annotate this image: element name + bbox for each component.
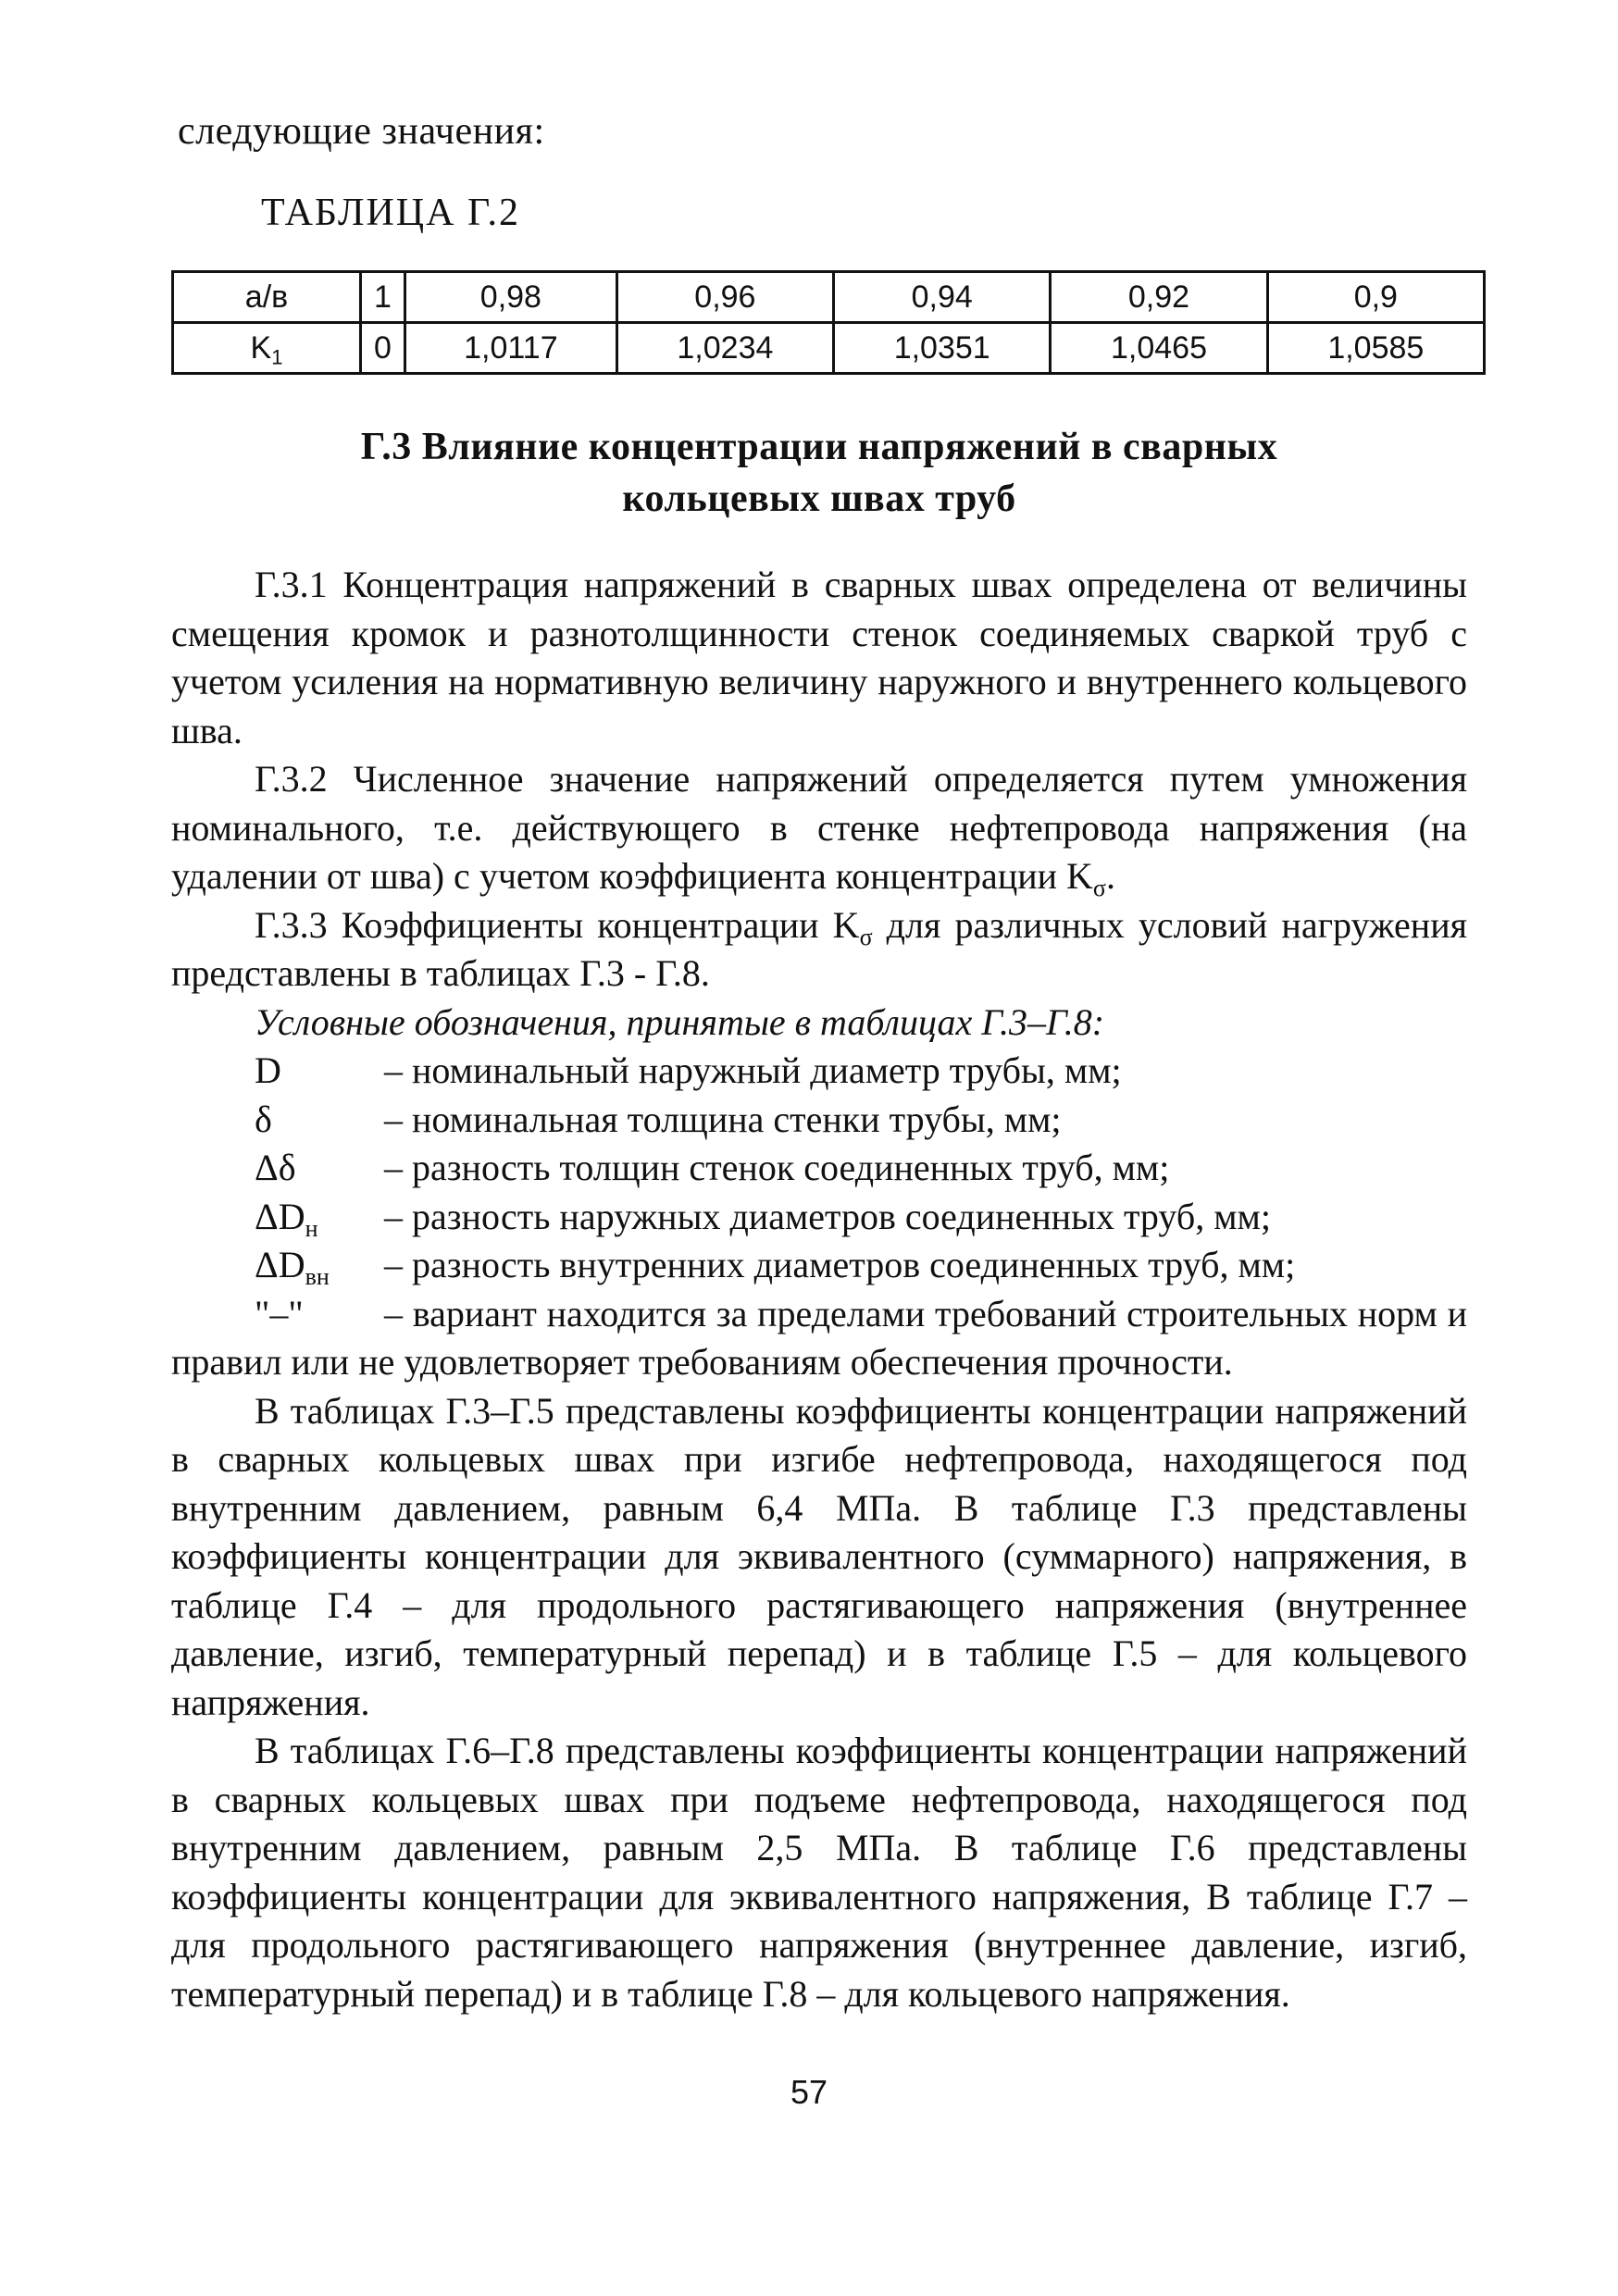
legend-description: – вариант находится за пределами требований строительных норм и правил или не удовлетворяет требованиям обеспечения прочности. [171, 1292, 1467, 1383]
legend-title: Условные обозначения, принятые в таблицах Г.3–Г.8: [255, 1000, 1105, 1043]
legend-symbol-text: ΔD [255, 1244, 305, 1285]
body-text [171, 561, 1467, 2018]
table-cell: 1 [361, 272, 405, 323]
legend-description: – разность наружных диаметров соединенных труб, мм; [384, 1195, 1271, 1237]
paragraph-g33 [171, 901, 1467, 999]
legend-symbol [171, 1241, 384, 1290]
legend-description: – разность толщин стенок соединенных труб, мм; [384, 1147, 1170, 1188]
legend-item-not-applicable [171, 1290, 1467, 1387]
coefficient-table [171, 270, 1486, 375]
legend-item [171, 1241, 1467, 1290]
table-row-header [173, 323, 361, 374]
legend-symbol-text: δ [255, 1098, 272, 1140]
table-cell: 1,0585 [1267, 323, 1484, 374]
legend-item [171, 1096, 1467, 1145]
paragraph-g32-text: Г.3.2 Численное значение напряжений определяется путем умножения номинального, т.е. действующего в стенке нефтепровода напряжения (на удалении от шва) с учетом коэффициента концентрации K [171, 758, 1467, 897]
paragraph-g33-text-a: Г.3.3 Коэффициенты концентрации K [255, 903, 860, 946]
legend-description: – номинальный наружный диаметр трубы, мм; [384, 1049, 1122, 1091]
table-cell: 0,9 [1267, 272, 1484, 323]
legend-symbol [171, 1193, 384, 1242]
table-cell: 1,0117 [405, 323, 617, 374]
row-header-symbol: K [250, 329, 272, 366]
table-row-header: а/в [173, 272, 361, 323]
legend-item [171, 1047, 1467, 1096]
legend-description: – номинальная толщина стенки трубы, мм; [384, 1098, 1062, 1140]
legend-symbol-sub: вн [305, 1262, 330, 1290]
paragraph-g32 [171, 755, 1467, 901]
legend-list [171, 1047, 1467, 1290]
paragraph-lifting-tables: В таблицах Г.6–Г.8 представлены коэффициенты концентрации напряжений в сварных кольцевых швах при подъеме нефтепровода, находящегося под внутренним давлением, равным 2,5 МПа. В таблице Г.6 представлены коэффициенты концентрации для эквивалентного напряжения, В таблице Г.7 – для продольного растягивающего напряжения (внутреннее давление, изгиб, температурный перепад) и в таблице Г.8 – для кольцевого напряжения. [171, 1730, 1467, 2015]
table-cell: 1,0465 [1051, 323, 1267, 374]
section-heading [259, 421, 1379, 525]
table-cell: 1,0351 [834, 323, 1051, 374]
legend-symbol [171, 1047, 384, 1096]
table-cell: 1,0234 [616, 323, 833, 374]
table-cell: 0,98 [405, 272, 617, 323]
legend-description: – разность внутренних диаметров соединенных труб, мм; [384, 1244, 1296, 1285]
paragraph-bending-tables: В таблицах Г.3–Г.5 представлены коэффициенты концентрации напряжений в сварных кольцевых швах при изгибе нефтепровода, находящегося под внутренним давлением, равным 6,4 МПа. В таблице Г.3 представлены коэффициенты концентрации для эквивалентного (суммарного) напряжения, в таблице Г.4 – для продольного растягивающего напряжения (внутреннее давление, изгиб, температурный перепад) и в таблице Г.5 – для кольцевого напряжения. [171, 1389, 1467, 1723]
paragraph-g31: Г.3.1 Концентрация напряжений в сварных швах определена от величины смещения кромок и разнотолщинности стенок соединяемых сваркой труб с учетом усиления на нормативную величину наружного и внутреннего кольцевого шва. [171, 564, 1467, 751]
legend-symbol: "–" [255, 1292, 304, 1334]
table-cell: 0,96 [616, 272, 833, 323]
table-cell: 0,92 [1051, 272, 1267, 323]
paragraph-g33-text-b: для различных условий нагружения представлены в таблицах Г.3 - Г.8. [171, 903, 1468, 994]
legend-item [171, 1193, 1467, 1242]
row-header-subscript: 1 [271, 345, 283, 369]
page-number: 57 [790, 2073, 828, 2111]
table-row [173, 323, 1485, 374]
sigma-subscript: σ [859, 923, 873, 950]
table-cell: 0 [361, 323, 405, 374]
legend-symbol-text: D [255, 1049, 281, 1091]
paragraph-g32-end: . [1105, 855, 1115, 897]
table-caption: ТАБЛИЦА Г.2 [261, 192, 520, 234]
section-heading-line2: кольцевых швах труб [622, 478, 1016, 520]
legend-symbol-text: Δδ [255, 1147, 296, 1188]
legend-symbol [171, 1096, 384, 1145]
sigma-subscript: σ [1092, 874, 1106, 901]
legend-symbol [171, 1144, 384, 1193]
legend-item [171, 1144, 1467, 1193]
legend-symbol-text: ΔD [255, 1195, 305, 1237]
legend-symbol-sub: н [305, 1214, 318, 1242]
intro-text: следующие значения: [178, 110, 545, 153]
table-row [173, 272, 1485, 323]
table-cell: 0,94 [834, 272, 1051, 323]
section-heading-line1: Г.3 Влияние концентрации напряжений в сварных [360, 426, 1278, 468]
